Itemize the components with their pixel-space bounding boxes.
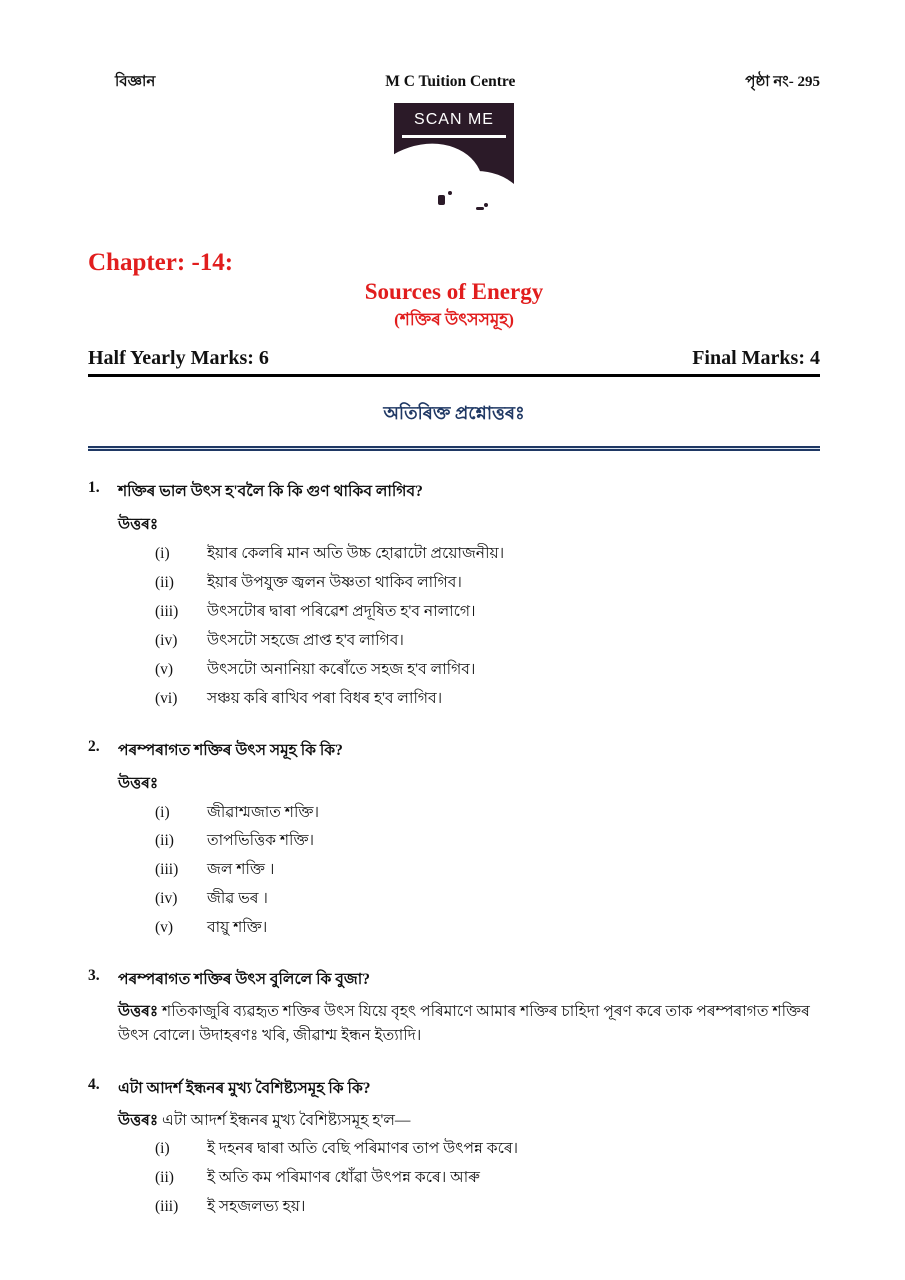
list-item: [155, 689, 820, 710]
list-item: [155, 544, 820, 565]
answer-item-list: [88, 1139, 820, 1218]
item-marker: (ii): [155, 573, 174, 591]
answer-item-list: [88, 544, 820, 710]
item-text: ইয়াৰ কেলৰি মান অতি উচ্চ হোৱাটো প্ৰয়োজনীয়।: [207, 545, 505, 562]
qr-mark: [484, 203, 488, 207]
list-item: [155, 602, 820, 623]
question-text: এটা আদৰ্শ ইন্ধনৰ মুখ্য বৈশিষ্ট্যসমূহ কি কি?: [118, 1080, 371, 1098]
answer-text: এটা আদৰ্শ ইন্ধনৰ মুখ্য বৈশিষ্ট্যসমূহ হ'ল—: [162, 1112, 411, 1130]
item-marker: (iii): [155, 1198, 179, 1216]
answer-paragraph: [118, 1109, 820, 1133]
list-item: [155, 831, 820, 852]
marks-row: [88, 347, 820, 370]
item-marker: (iii): [155, 602, 179, 620]
question-number: 2.: [88, 737, 100, 755]
list-item: [155, 1197, 820, 1218]
item-marker: (v): [155, 919, 174, 937]
item-text: ই সহজলভ্য হয়।: [207, 1198, 306, 1216]
qr-mark: [476, 207, 484, 210]
item-marker: (i): [155, 545, 170, 562]
horizontal-rule: [88, 374, 820, 377]
page-header: [88, 70, 820, 95]
item-marker: (vi): [155, 689, 178, 707]
question-text: পৰম্পৰাগত শক্তিৰ উৎস সমূহ কি কি?: [118, 741, 343, 759]
list-item: [155, 631, 820, 652]
answer-label: উত্তৰঃ: [118, 516, 159, 533]
header-subject: বিজ্ঞান: [115, 74, 156, 90]
chapter-heading: Chapter: -14:: [88, 249, 234, 276]
header-centre-name: M C Tuition Centre: [385, 73, 516, 90]
item-marker: (iv): [155, 631, 178, 649]
section-heading: অতিৰিক্ত প্ৰশ্নোত্তৰঃ: [383, 403, 525, 423]
qr-divider-line: [402, 135, 505, 138]
scan-me-label: SCAN ME: [414, 111, 494, 128]
question-row: [88, 967, 820, 993]
list-item: [155, 1139, 820, 1160]
question-number: 3.: [88, 967, 100, 985]
item-text: ইয়াৰ উপযুক্ত জ্বলন উষ্ণতা থাকিব লাগিব।: [207, 573, 462, 591]
list-item: [155, 1168, 820, 1189]
item-text: উৎসটো সহজে প্ৰাপ্ত হ'ব লাগিব।: [207, 631, 404, 649]
item-text: উৎসটো অনানিয়া কৰোঁতে সহজ হ'ব লাগিব।: [207, 660, 476, 678]
list-item: [155, 889, 820, 910]
item-marker: (iv): [155, 890, 178, 908]
qr-mark: [448, 191, 452, 195]
list-item: [155, 573, 820, 594]
qr-code-block: [88, 103, 820, 255]
item-marker: (v): [155, 660, 174, 678]
item-text: জীৱাশ্মজাত শক্তি।: [207, 803, 320, 821]
question-text: পৰম্পৰাগত শক্তিৰ উৎস বুলিলে কি বুজা?: [118, 971, 370, 989]
item-text: বায়ু শক্তি।: [207, 919, 268, 937]
item-text: জল শক্তি ।: [207, 861, 275, 879]
item-text: সঞ্চয় কৰি ৰাখিব পৰা বিধৰ হ'ব লাগিব।: [207, 689, 443, 707]
question-row: [88, 1076, 820, 1102]
item-text: জীৱ ভৰ ।: [207, 890, 268, 908]
qr-code-image: [394, 103, 514, 255]
list-item: [155, 660, 820, 681]
item-marker: (ii): [155, 832, 174, 850]
item-text: উৎসটোৰ দ্বাৰা পৰিৱেশ প্ৰদূষিত হ'ব নালাগে।: [207, 602, 476, 620]
half-yearly-marks: Half Yearly Marks: 6: [88, 347, 269, 369]
item-marker: (ii): [155, 1169, 174, 1187]
question-block-1: [88, 479, 820, 710]
list-item: [155, 860, 820, 881]
page-subtitle: (শক্তিৰ উৎসসমূহ): [394, 310, 514, 329]
answer-item-list: [88, 803, 820, 940]
item-text: তাপভিত্তিক শক্তি।: [207, 832, 315, 850]
page-title: Sources of Energy: [364, 279, 544, 304]
list-item: [155, 918, 820, 939]
question-text: শক্তিৰ ভাল উৎস হ'বলৈ কি কি গুণ থাকিব লাগিব?: [118, 483, 423, 500]
double-horizontal-rule: [88, 446, 820, 451]
list-item: [155, 803, 820, 824]
item-marker: (i): [155, 803, 170, 821]
question-block-2: [88, 738, 820, 940]
question-block-4: [88, 1076, 820, 1218]
item-marker: (iii): [155, 861, 179, 879]
answer-text: শতিকাজুৰি ব্যৱহৃত শক্তিৰ উৎস যিয়ে বৃহৎ পৰিমাণে আমাৰ শক্তিৰ চাহিদা পূৰণ কৰে তাক পৰম্পৰাগত শক্তিৰ উৎস বোলে। উদাহৰণঃ খৰি, জীৱাশ্ম ইন্ধন ইত্যাদি।: [118, 1003, 810, 1045]
answer-label: উত্তৰঃ: [118, 1112, 159, 1130]
question-block-3: [88, 967, 820, 1048]
header-page-number: পৃষ্ঠা নং- 295: [745, 74, 820, 90]
final-marks: Final Marks: 4: [692, 347, 820, 369]
answer-label: উত্তৰঃ: [118, 1003, 159, 1021]
item-marker: (i): [155, 1140, 170, 1158]
qr-mark: [438, 195, 445, 205]
item-text: ই দহনৰ দ্বাৰা অতি বেছি পৰিমাণৰ তাপ উৎপন্ন কৰে।: [207, 1140, 519, 1158]
question-row: [88, 479, 820, 505]
question-number: 1.: [88, 479, 100, 496]
answer-label: উত্তৰঃ: [118, 774, 159, 792]
question-row: [88, 738, 820, 764]
item-text: ই অতি কম পৰিমাণৰ ধোঁৱা উৎপন্ন কৰে। আৰু: [207, 1169, 480, 1187]
question-number: 4.: [88, 1076, 100, 1094]
answer-paragraph: [118, 1000, 820, 1048]
